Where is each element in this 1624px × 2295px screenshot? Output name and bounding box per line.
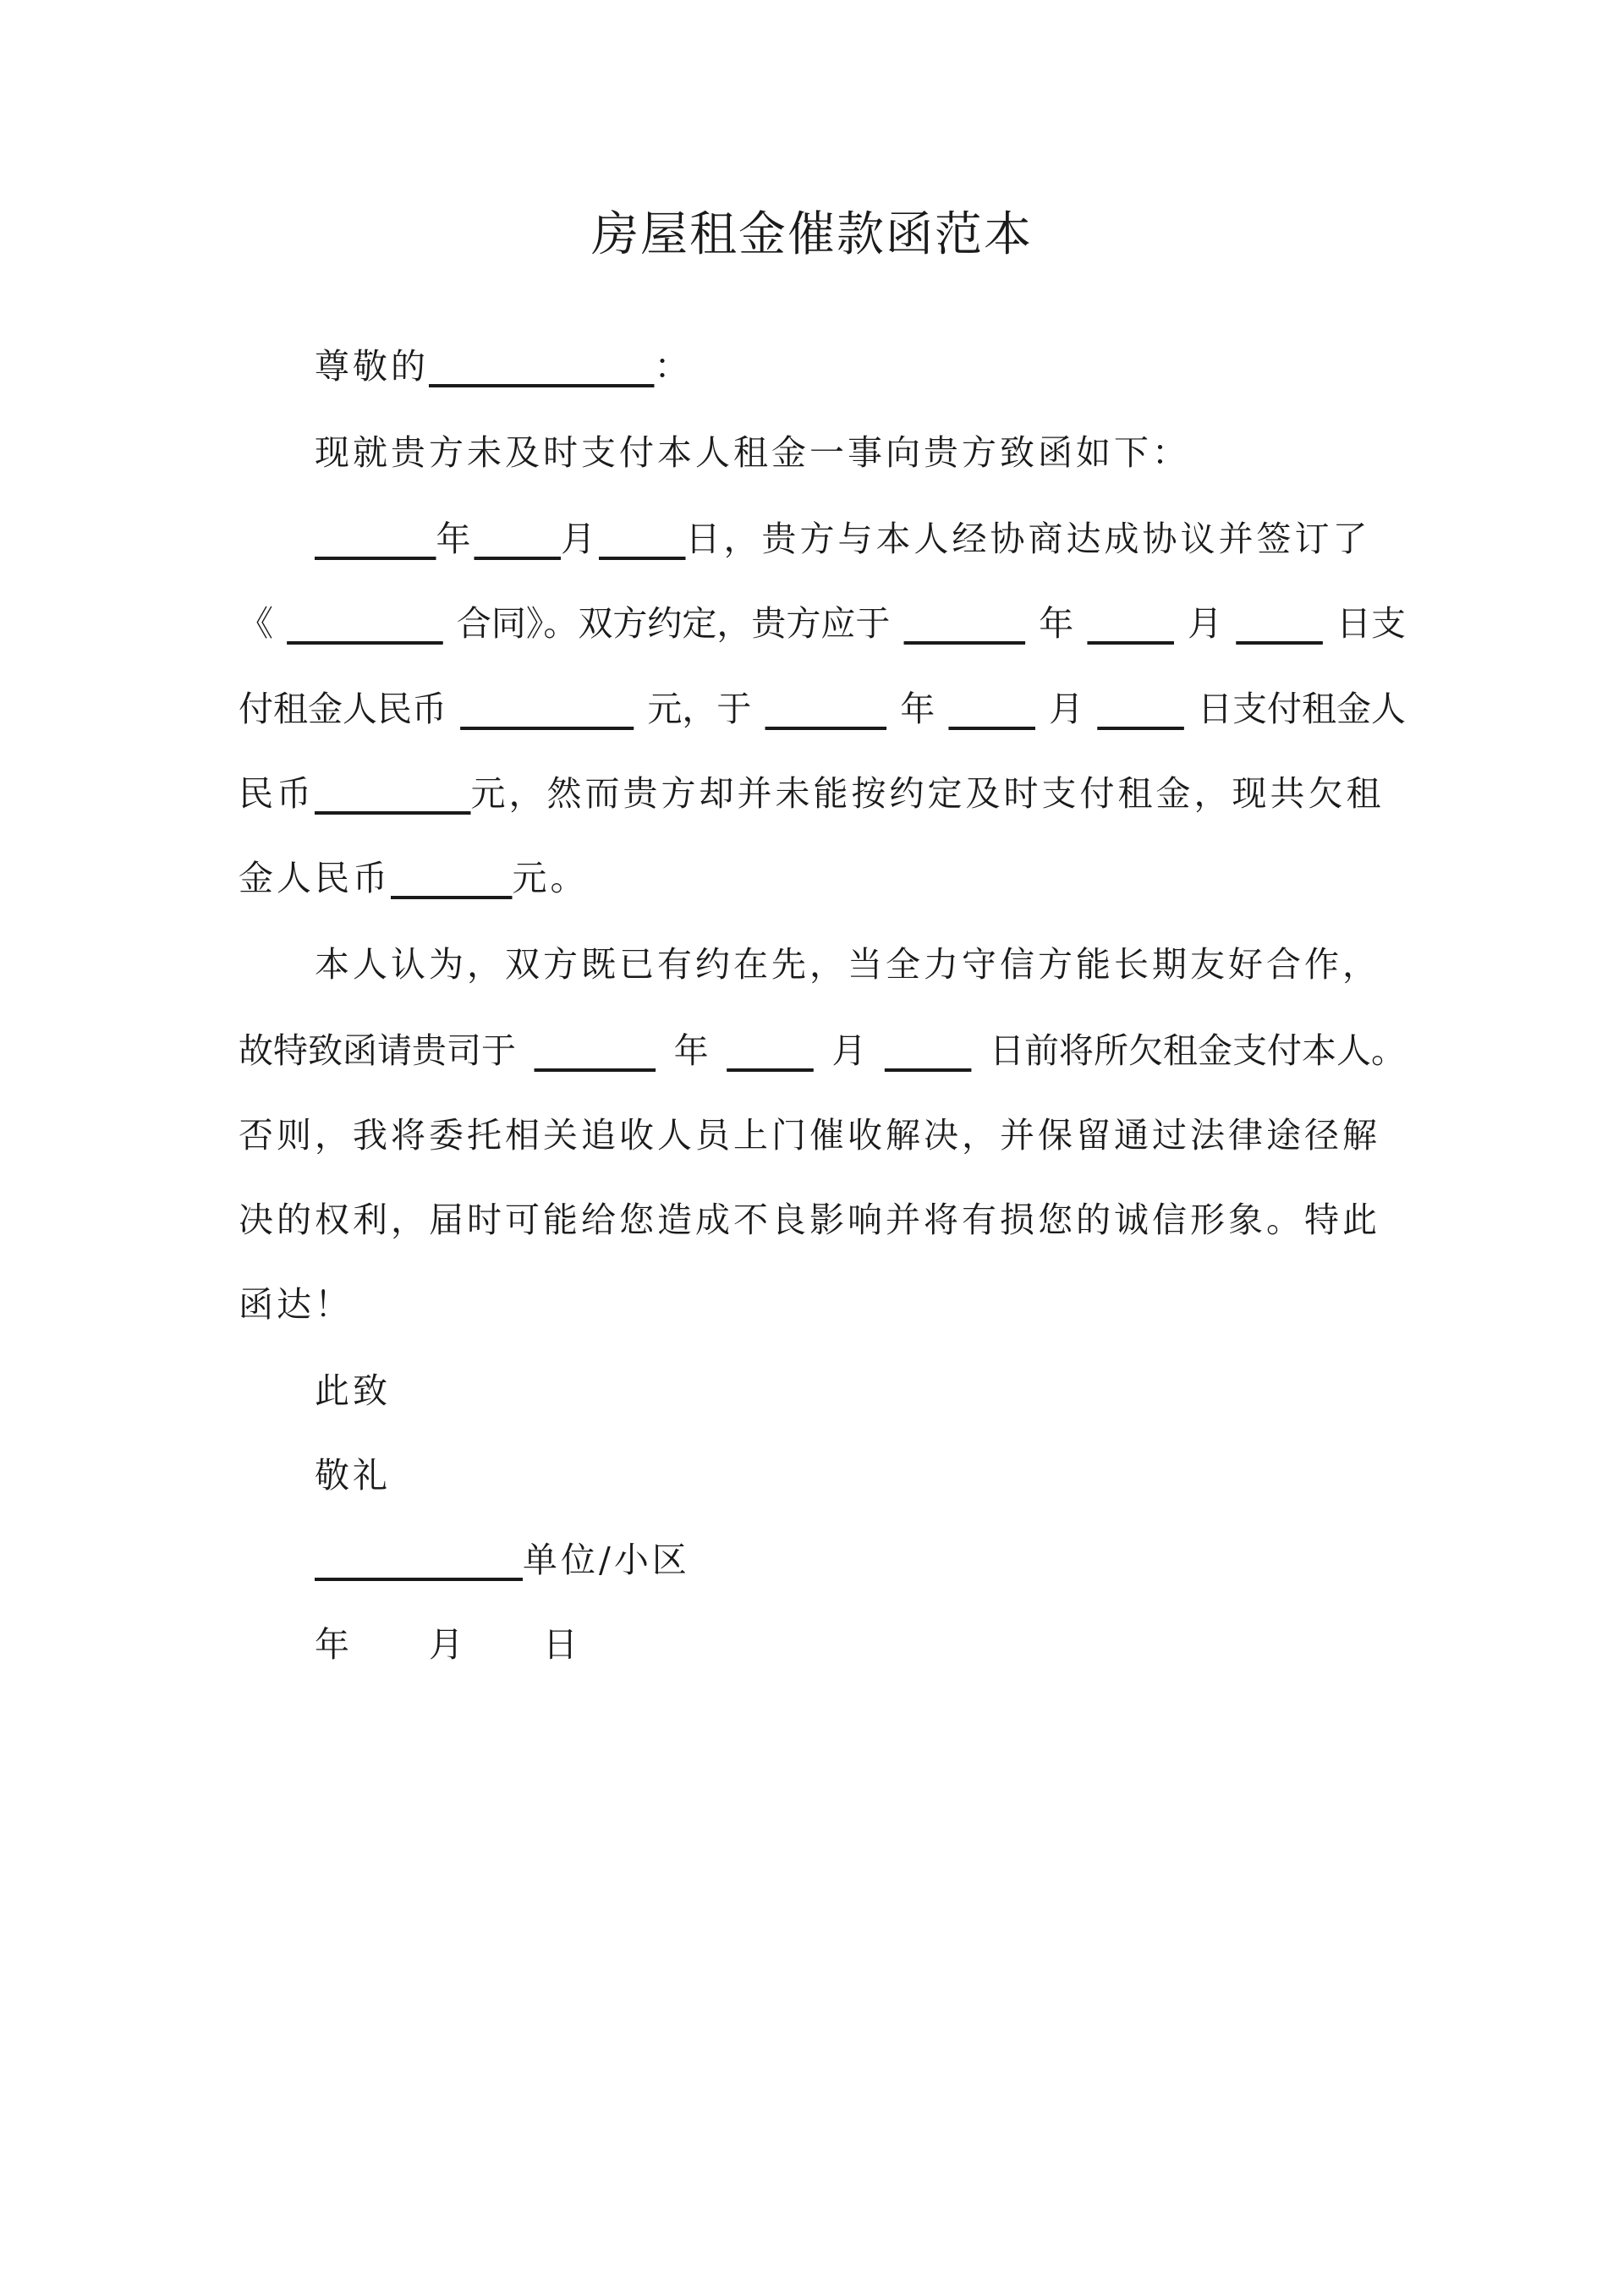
signature-date-line [239, 1619, 1482, 1670]
blank-day: _____ [1097, 689, 1184, 729]
text-segment: 元。 [512, 858, 589, 898]
text-segment: 年 [900, 689, 935, 729]
text-segment: 元，然而贵方却并未能按约定及时支付租金，现共欠租 [470, 773, 1385, 814]
blank-amount: _________ [315, 773, 471, 814]
text-segment: 否则，我将委托相关追收人员上门催收解决，并保留通过法律途径解 [239, 1115, 1380, 1156]
text-segment: 决的权利，届时可能给您造成不良影响并将有损您的诚信形象。特此 [239, 1200, 1380, 1240]
text-segment: 月 [1049, 689, 1084, 729]
paragraph-2-line-3 [239, 1110, 1406, 1161]
text-segment: 此致 [315, 1370, 391, 1411]
blank-amount: _______ [391, 858, 513, 898]
text-segment: 日，贵方与本人经协商达成协议并签订了 [685, 519, 1371, 559]
blank-year: _______ [903, 603, 1026, 644]
salutation-line [239, 341, 1482, 392]
text-segment: 敬礼 [315, 1455, 391, 1496]
paragraph-1-line-2 [239, 598, 1406, 649]
closing-cizhi [239, 1365, 1482, 1416]
text-segment: 年 月 日 [315, 1624, 581, 1665]
text-segment: 函达！ [239, 1284, 353, 1325]
text-segment: 年 [436, 519, 475, 559]
text-segment: 日前将所欠租金支付本人。 [989, 1030, 1406, 1071]
blank-year: _______ [315, 519, 436, 559]
text-segment: 付租金人民币 [239, 689, 447, 729]
text-segment: 年 [673, 1030, 709, 1071]
text-segment: 《 [239, 603, 273, 644]
text-segment: 年 [1039, 603, 1074, 644]
paragraph-1-line-5 [239, 853, 1406, 903]
paragraph-1-line-4 [239, 768, 1406, 819]
text-segment: 单位/小区 [523, 1540, 690, 1580]
signature-unit-line [239, 1535, 1482, 1585]
blank-day: _____ [1236, 603, 1323, 644]
text-segment: 元，于 [647, 689, 752, 729]
paragraph-2-line-2 [239, 1025, 1406, 1076]
blank-year: _______ [534, 1030, 656, 1071]
text-segment: 日支 [1336, 603, 1406, 644]
blank-month: _____ [1087, 603, 1174, 644]
blank-day: _____ [884, 1030, 972, 1071]
blank-month: _____ [474, 519, 561, 559]
blank-month: _____ [727, 1030, 814, 1071]
text-segment: 月 [561, 519, 599, 559]
blank-contract: _________ [287, 603, 443, 644]
text-segment: 月 [831, 1030, 867, 1071]
blank-unit: ____________ [315, 1540, 523, 1580]
text-segment: 金人民币 [239, 858, 391, 898]
text-segment: 尊敬的 [315, 346, 429, 387]
recipient-blank: _____________ [429, 346, 655, 387]
blank-year: _______ [765, 689, 887, 729]
document-title: 房屋租金催款函范本 [591, 207, 1033, 262]
paragraph-2-line-1 [239, 939, 1482, 990]
text-segment: 现就贵方未及时支付本人租金一事向贵方致函如下： [315, 432, 1190, 473]
blank-month: _____ [948, 689, 1035, 729]
paragraph-1-line-3 [239, 684, 1406, 734]
text-segment: 合同》。双方约定，贵方应于 [456, 603, 891, 644]
text-segment: 故特致函请贵司于 [239, 1030, 516, 1071]
closing-jingli [239, 1450, 1482, 1501]
paragraph-2-line-4 [239, 1194, 1406, 1245]
paragraph-2-line-5 [239, 1279, 1406, 1330]
blank-amount: __________ [460, 689, 634, 729]
intro-line [239, 427, 1482, 478]
blank-day: _____ [599, 519, 686, 559]
paragraph-1-line-1 [239, 513, 1482, 564]
text-segment: 民币 [239, 773, 315, 814]
text-segment: ： [654, 346, 693, 387]
text-segment: 本人认为，双方既已有约在先，当全力守信方能长期友好合作， [315, 944, 1380, 985]
text-segment: 月 [1188, 603, 1223, 644]
text-segment: 日支付租金人 [1198, 689, 1406, 729]
